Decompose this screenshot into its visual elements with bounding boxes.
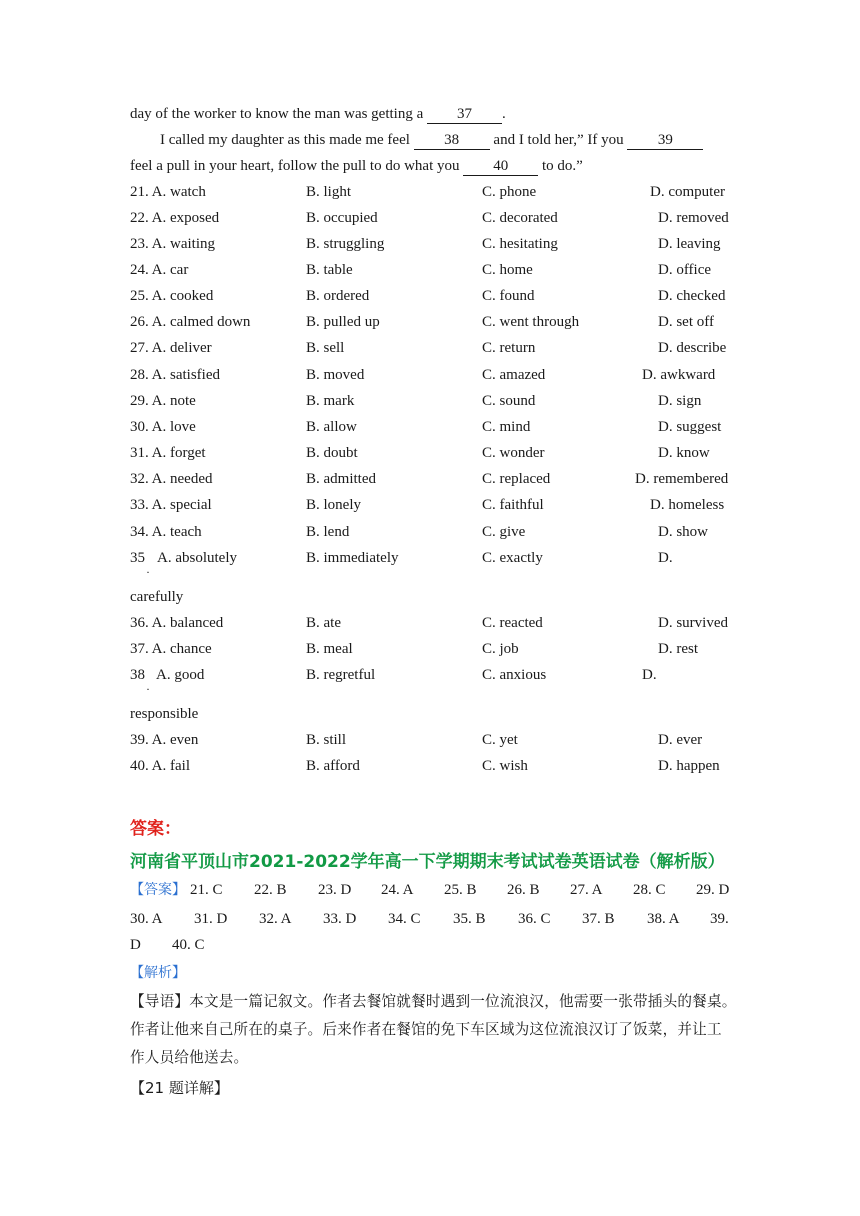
- answer-item: 24. A: [381, 882, 414, 898]
- answer-heading: 答案：: [130, 819, 181, 839]
- question-35-b: B. immediately: [306, 550, 399, 566]
- answer-item: 39.: [710, 911, 729, 927]
- analysis-label-text: 【解析】: [130, 965, 186, 981]
- question-26-a: 26. A. calmed down: [130, 314, 251, 330]
- question-21-a: 21. A. watch: [130, 184, 206, 200]
- question-28-b: B. moved: [306, 367, 365, 383]
- answer-item: 38. A: [647, 911, 680, 927]
- answer-item: 31. D: [194, 911, 228, 927]
- question-32-c: C. replaced: [482, 471, 551, 487]
- passage-text: I called my daughter as this made me feel: [160, 132, 414, 148]
- question-31-b: B. doubt: [306, 445, 358, 461]
- question-32-b: B. admitted: [306, 471, 376, 487]
- question-39-d: D. ever: [658, 732, 703, 748]
- question-34-a: 34. A. teach: [130, 524, 202, 540]
- question-25-a: 25. A. cooked: [130, 288, 214, 304]
- question-21-b: B. light: [306, 184, 352, 200]
- question-25-b: B. ordered: [306, 288, 370, 304]
- question-34-b: B. lend: [306, 524, 350, 540]
- question-36-d: D. survived: [658, 615, 728, 631]
- question-29-b: B. mark: [306, 393, 355, 409]
- answer-item: 32. A: [259, 911, 292, 927]
- blank-37: 37: [427, 106, 502, 124]
- question-38-c: C. anxious: [482, 667, 547, 683]
- question-37-c: C. job: [482, 641, 519, 657]
- guide-line-2: 作者让他来自己所在的桌子。后来作者在餐馆的免下车区域为这位流浪汉订了饭菜，并让工: [130, 1021, 722, 1038]
- answer-item: 34. C: [388, 911, 421, 927]
- question-28-c: C. amazed: [482, 367, 546, 383]
- question-29-d: D. sign: [658, 393, 702, 409]
- question-31-a: 31. A. forget: [130, 445, 206, 461]
- passage-line-3: [130, 156, 583, 176]
- question-35-d-wrap: carefully: [130, 589, 184, 605]
- question-34-d: D. show: [658, 524, 709, 540]
- passage-text: .: [502, 106, 506, 122]
- question-33-b: B. lonely: [306, 497, 361, 513]
- blank-40: 40: [463, 158, 538, 176]
- answer-item: 37. B: [582, 911, 615, 927]
- question-35-number: 35: [130, 550, 145, 566]
- passage-line-2: [160, 130, 703, 150]
- answer-item: 23. D: [318, 882, 352, 898]
- answer-item: 28. C: [633, 882, 666, 898]
- question-36-a: 36. A. balanced: [130, 615, 224, 631]
- guide-line-3: 作人员给他送去。: [130, 1049, 249, 1066]
- answer-item: 40. C: [172, 937, 205, 953]
- question-34-c: C. give: [482, 524, 526, 540]
- question-21-d: D. computer: [650, 184, 725, 200]
- question-36-b: B. ate: [306, 615, 341, 631]
- question-39-a: 39. A. even: [130, 732, 199, 748]
- answer-item: 26. B: [507, 882, 540, 898]
- question-36-c: C. reacted: [482, 615, 543, 631]
- question-37-b: B. meal: [306, 641, 353, 657]
- passage-line-1: [130, 104, 506, 124]
- question-35-dot: ·: [146, 565, 150, 579]
- answer-item: 30. A: [130, 911, 163, 927]
- question-35-c: C. exactly: [482, 550, 543, 566]
- question-38-b: B. regretful: [306, 667, 376, 683]
- answer-item: 29. D: [696, 882, 730, 898]
- answer-item: 33. D: [323, 911, 357, 927]
- question-31-d: D. know: [658, 445, 710, 461]
- question-30-d: D. suggest: [658, 419, 722, 435]
- question-28-a: 28. A. satisfied: [130, 367, 220, 383]
- blank-39: 39: [627, 132, 703, 150]
- question-38-d-wrap: responsible: [130, 706, 199, 722]
- question-24-c: C. home: [482, 262, 533, 278]
- question-40-c: C. wish: [482, 758, 528, 774]
- question-40-b: B. afford: [306, 758, 360, 774]
- question-35-a: A. absolutely: [157, 550, 237, 566]
- question-27-b: B. sell: [306, 340, 345, 356]
- question-21-detail-label: 【21 题详解】: [130, 1079, 229, 1097]
- question-22-b: B. occupied: [306, 210, 378, 226]
- passage-text: feel a pull in your heart, follow the pull to do what you: [130, 158, 464, 174]
- source-title: 河南省平顶山市2021-2022学年高一下学期期末考试试卷英语试卷（解析版）: [130, 852, 725, 872]
- question-32-a: 32. A. needed: [130, 471, 213, 487]
- passage-text: and I told her,” If you: [489, 132, 628, 148]
- question-39-b: B. still: [306, 732, 347, 748]
- answer-item: 22. B: [254, 882, 287, 898]
- question-22-a: 22. A. exposed: [130, 210, 220, 226]
- question-40-a: 40. A. fail: [130, 758, 190, 774]
- passage-text: to do.”: [538, 158, 583, 174]
- question-30-b: B. allow: [306, 419, 357, 435]
- question-23-d: D. leaving: [658, 236, 721, 252]
- answer-item: 36. C: [518, 911, 551, 927]
- question-27-d: D. describe: [658, 340, 727, 356]
- question-31-c: C. wonder: [482, 445, 545, 461]
- question-27-a: 27. A. deliver: [130, 340, 212, 356]
- question-23-b: B. struggling: [306, 236, 385, 252]
- question-38-number: 38: [130, 667, 145, 683]
- question-25-c: C. found: [482, 288, 535, 304]
- question-21-c: C. phone: [482, 184, 537, 200]
- question-40-d: D. happen: [658, 758, 720, 774]
- question-24-d: D. office: [658, 262, 712, 278]
- question-38-dot: ·: [146, 682, 150, 696]
- question-32-d: D. remembered: [635, 471, 729, 487]
- question-24-b: B. table: [306, 262, 353, 278]
- question-26-b: B. pulled up: [306, 314, 380, 330]
- analysis-label: [130, 962, 186, 983]
- answer-label: 【答案】: [130, 882, 186, 898]
- question-23-a: 23. A. waiting: [130, 236, 215, 252]
- question-37-d: D. rest: [658, 641, 698, 657]
- question-39-c: C. yet: [482, 732, 518, 748]
- question-33-d: D. homeless: [650, 497, 725, 513]
- question-27-c: C. return: [482, 340, 536, 356]
- question-30-a: 30. A. love: [130, 419, 196, 435]
- question-29-c: C. sound: [482, 393, 536, 409]
- question-38-a: A. good: [156, 667, 205, 683]
- question-22-c: C. decorated: [482, 210, 558, 226]
- answer-item: 25. B: [444, 882, 477, 898]
- question-37-a: 37. A. chance: [130, 641, 212, 657]
- answer-item: D: [130, 937, 141, 953]
- blank-38: 38: [414, 132, 490, 150]
- question-33-c: C. faithful: [482, 497, 544, 513]
- question-33-a: 33. A. special: [130, 497, 212, 513]
- answer-item: 35. B: [453, 911, 486, 927]
- answer-item: 27. A: [570, 882, 603, 898]
- question-25-d: D. checked: [658, 288, 726, 304]
- question-29-a: 29. A. note: [130, 393, 196, 409]
- answer-row-1: [130, 880, 186, 900]
- question-23-c: C. hesitating: [482, 236, 558, 252]
- answer-item: 21. C: [190, 882, 223, 898]
- guide-line-1: 【导语】本文是一篇记叙文。作者去餐馆就餐时遇到一位流浪汉，他需要一张带插头的餐桌。: [130, 993, 737, 1010]
- question-38-d: D.: [642, 667, 657, 683]
- question-26-c: C. went through: [482, 314, 580, 330]
- question-26-d: D. set off: [658, 314, 714, 330]
- passage-text: day of the worker to know the man was getting a: [130, 106, 428, 122]
- question-30-c: C. mind: [482, 419, 531, 435]
- question-24-a: 24. A. car: [130, 262, 189, 278]
- question-28-d: D. awkward: [642, 367, 716, 383]
- question-22-d: D. removed: [658, 210, 729, 226]
- question-35-d: D.: [658, 550, 673, 566]
